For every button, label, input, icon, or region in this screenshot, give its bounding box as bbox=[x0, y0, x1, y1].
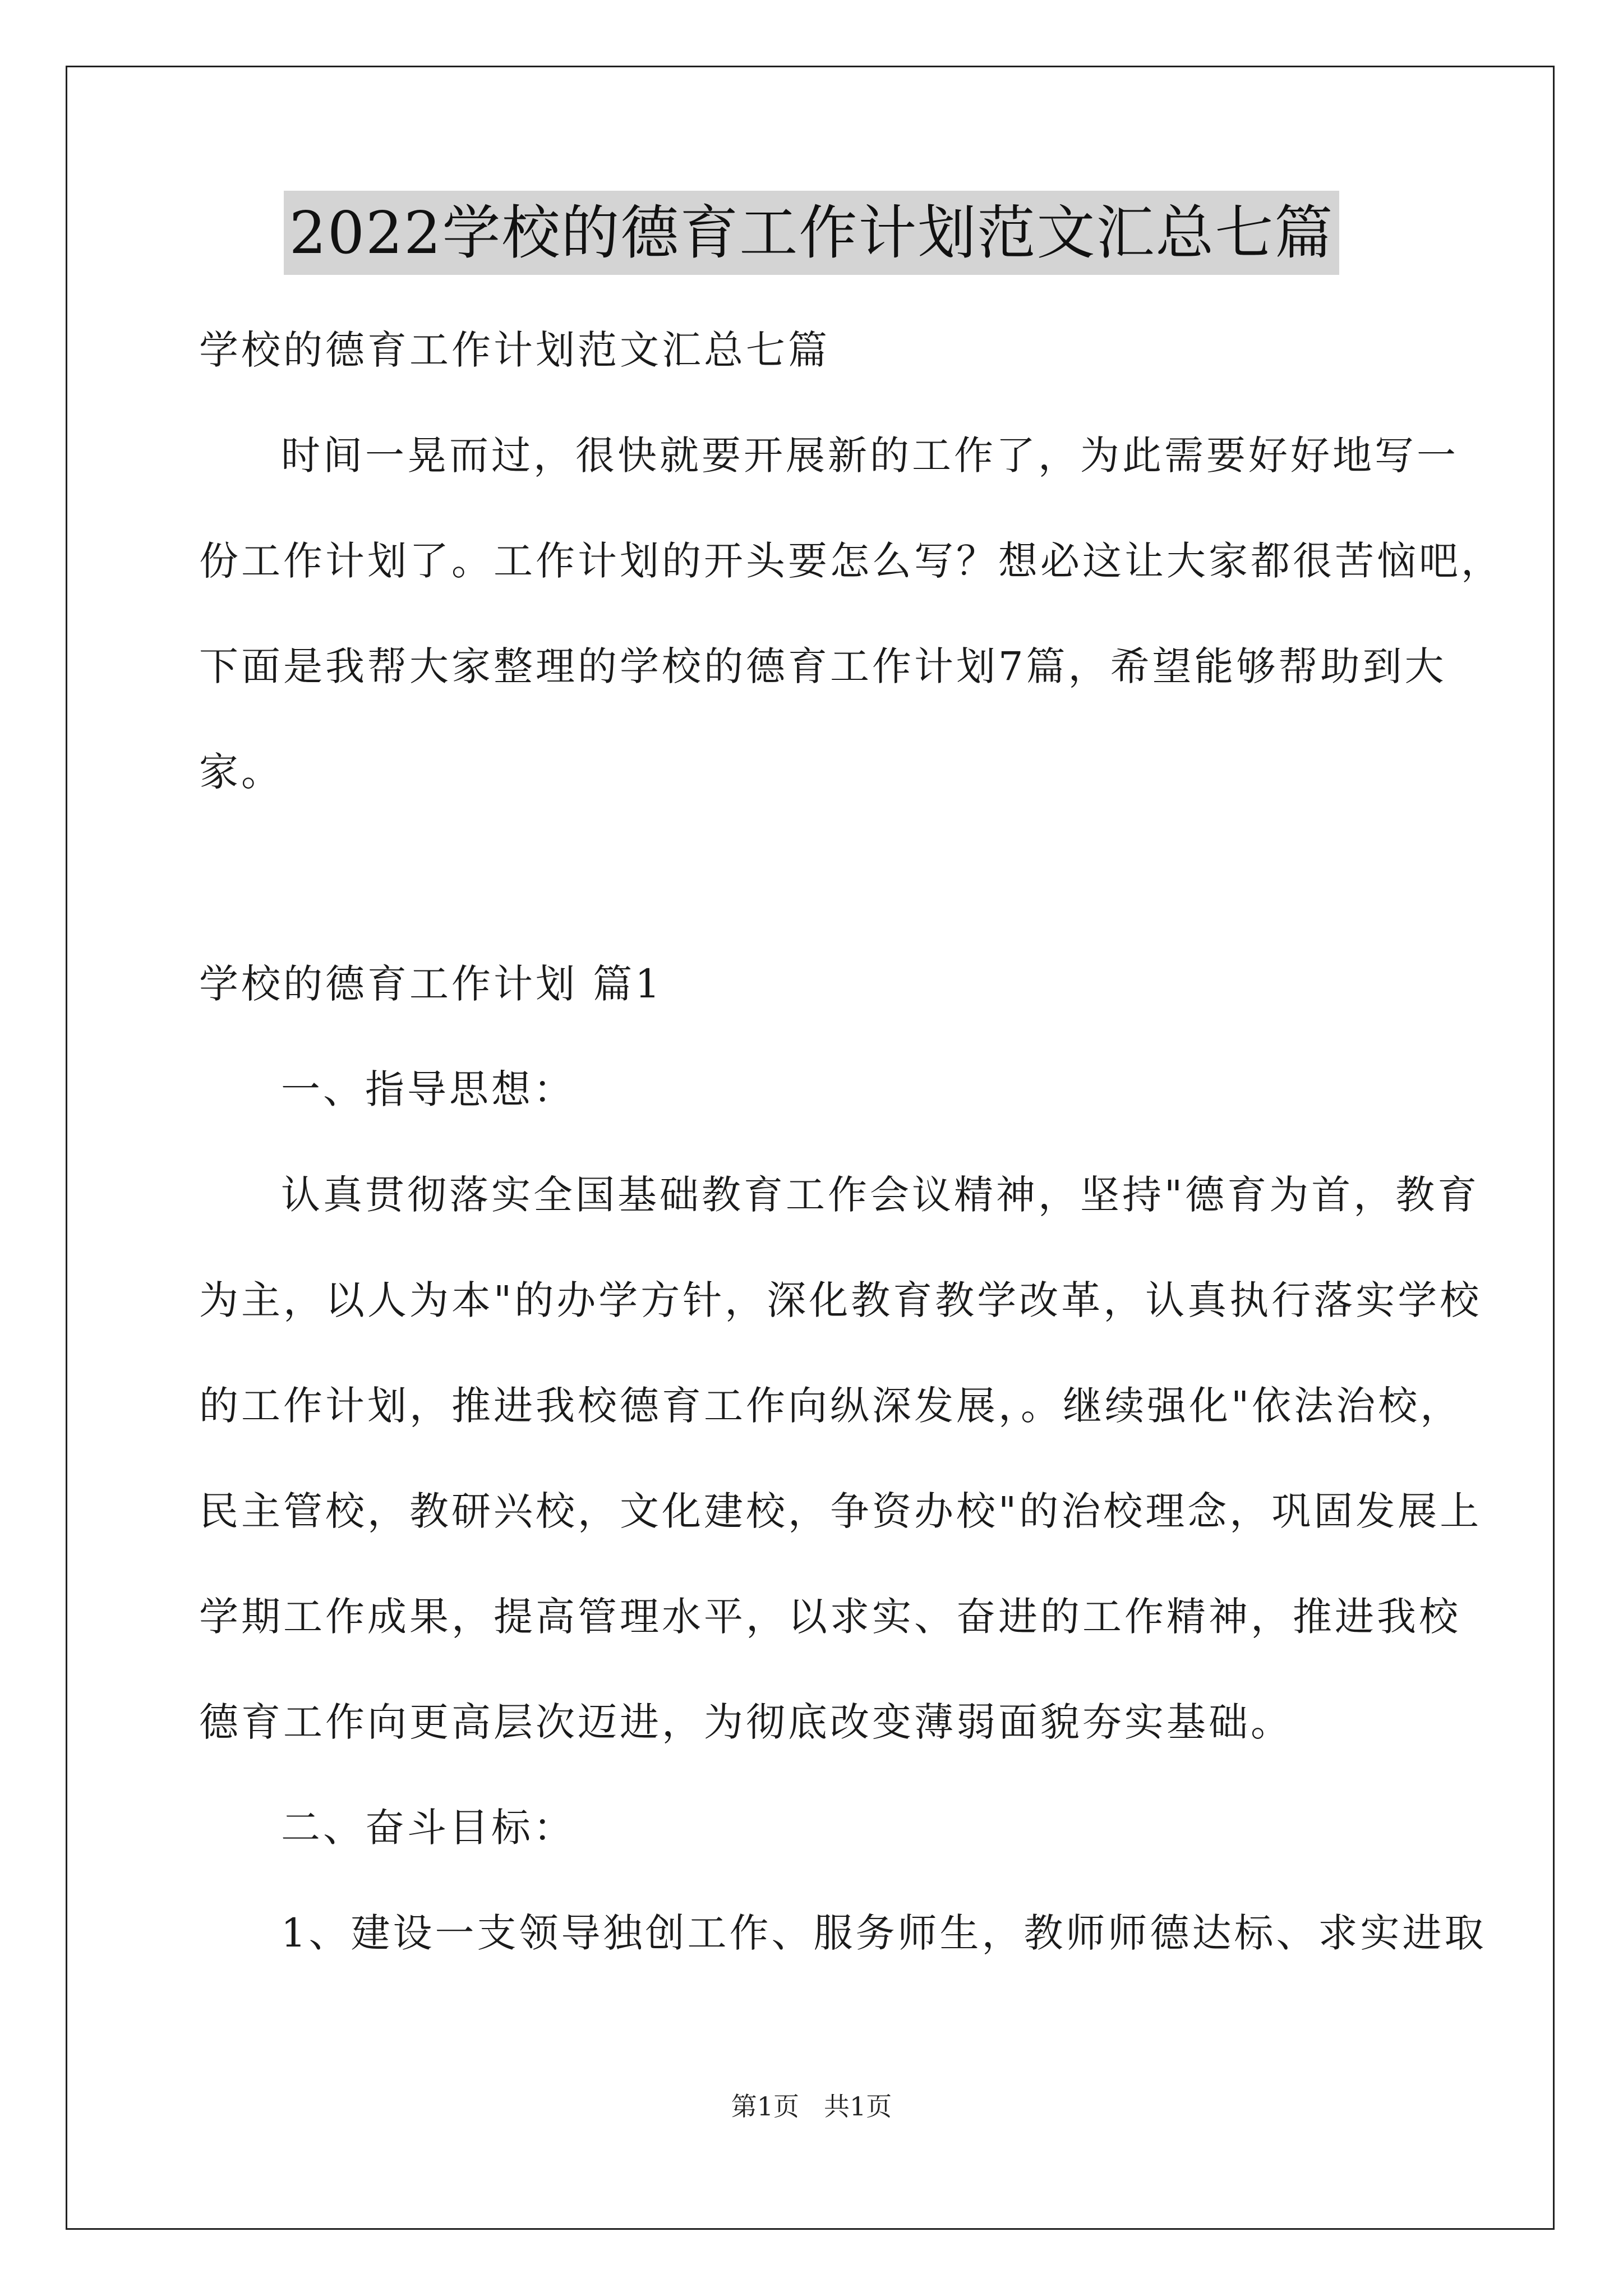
guiding-line: 民主管校，教研兴校，文化建校，争资办校"的治校理念，巩固发展上 bbox=[199, 1488, 1482, 1534]
page-total: 共1页 bbox=[823, 2091, 892, 2122]
document-body bbox=[199, 297, 1503, 1986]
intro-line: 家。 bbox=[199, 749, 283, 795]
heading-goals: 二、奋斗目标： bbox=[281, 1805, 575, 1851]
intro-line: 时间一晃而过，很快就要开展新的工作了，为此需要好好地写一 bbox=[281, 432, 1459, 478]
title-row bbox=[0, 191, 1623, 275]
section-heading: 学校的德育工作计划 篇1 bbox=[199, 961, 663, 1007]
heading-guiding-ideology: 一、指导思想： bbox=[281, 1066, 575, 1112]
guiding-line: 认真贯彻落实全国基础教育工作会议精神，坚持"德育为首，教育 bbox=[281, 1172, 1480, 1218]
intro-line: 份工作计划了。工作计划的开头要怎么写？想必这让大家都很苦恼吧， bbox=[199, 538, 1503, 584]
page-footer bbox=[0, 2090, 1623, 2123]
guiding-line: 的工作计划，推进我校德育工作向纵深发展，。继续强化"依法治校， bbox=[199, 1383, 1463, 1429]
document-title: 2022学校的德育工作计划范文汇总七篇 bbox=[284, 191, 1340, 275]
intro-line: 下面是我帮大家整理的学校的德育工作计划7篇，希望能够帮助到大 bbox=[199, 643, 1447, 689]
page-number: 第1页 bbox=[731, 2091, 800, 2122]
guiding-line: 学期工作成果，提高管理水平，以求实、奋进的工作精神，推进我校 bbox=[199, 1594, 1461, 1640]
paragraph-gap bbox=[199, 825, 1433, 931]
goal-line: 1、建设一支领导独创工作、服务师生，教师师德达标、求实进取 bbox=[281, 1910, 1487, 1956]
guiding-line: 为主，以人为本"的办学方针，深化教育教学改革，认真执行落实学校 bbox=[199, 1277, 1482, 1323]
document-subtitle: 学校的德育工作计划范文汇总七篇 bbox=[199, 327, 830, 373]
guiding-line: 德育工作向更高层次迈进，为彻底改变薄弱面貌夯实基础。 bbox=[199, 1699, 1293, 1745]
